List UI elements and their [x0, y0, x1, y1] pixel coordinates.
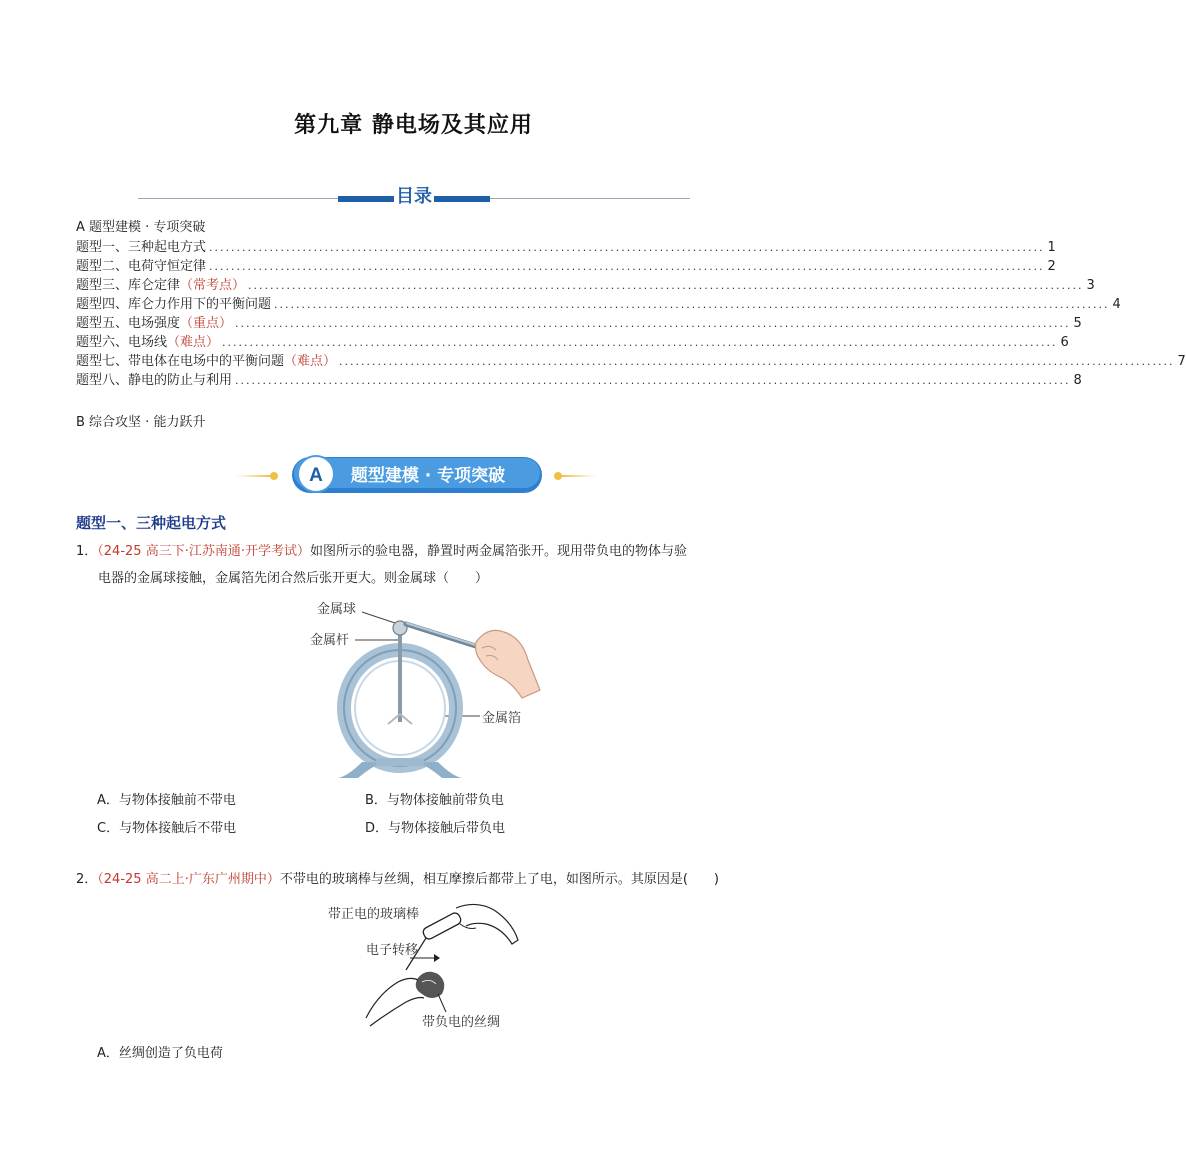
- toc-item[interactable]: 题型一、三种起电方式 ........................................................................................................................................................ 1: [76, 240, 1056, 255]
- banner-letter: A: [309, 465, 323, 486]
- option-d[interactable]: D．与物体接触后带负电: [365, 821, 506, 836]
- page-title: 第九章 静电场及其应用: [294, 113, 533, 138]
- option-b[interactable]: B．与物体接触前带负电: [365, 793, 504, 808]
- toc-section-a[interactable]: A 题型建模 · 专项突破: [76, 220, 206, 235]
- toc-item[interactable]: 题型六、电场线 （难点） ........................................................................................................................................................ 6: [76, 335, 1069, 350]
- option-a[interactable]: A．与物体接触前不带电: [97, 793, 236, 808]
- electroscope-figure: [300, 598, 550, 780]
- toc-item[interactable]: 题型五、电场强度 （重点） ........................................................................................................................................................ 5: [76, 316, 1082, 331]
- question-source: （24-25 高三下·江苏南通·开学考试）: [97, 544, 310, 559]
- section-banner: [236, 452, 596, 496]
- toc-item[interactable]: 题型七、带电体在电场中的平衡问题 （难点） ........................................................................................................................................................ 7: [76, 354, 1186, 369]
- label-metal-foil: 金属箔: [482, 711, 522, 726]
- question-number: 1．: [76, 544, 98, 559]
- toc-item[interactable]: 题型三、库仑定律 （常考点） ........................................................................................................................................................ 3: [76, 278, 1095, 293]
- label-metal-rod: 金属杆: [310, 633, 350, 648]
- toc-bar-right: [434, 196, 490, 202]
- toc-rule-right: [490, 198, 690, 199]
- question-text: 如图所示的验电器，静置时两金属箔张开。现用带负电的物体与验: [309, 544, 687, 559]
- label-glass-rod: 带正电的玻璃棒: [328, 907, 420, 922]
- section-heading: 题型一、三种起电方式: [76, 514, 227, 532]
- label-silk: 带负电的丝绸: [422, 1015, 501, 1030]
- toc-header: [138, 182, 690, 210]
- question-2: [76, 866, 766, 893]
- banner-text: 题型建模 · 专项突破: [350, 466, 506, 486]
- question-text-line2: 电器的金属球接触，金属箔先闭合然后张开更大。则金属球（ ）: [98, 571, 489, 586]
- toc-item[interactable]: 题型八、静电的防止与利用 ........................................................................................................................................................ 8: [76, 373, 1082, 388]
- toc-rule-left: [138, 198, 338, 199]
- toc-label: 目录: [396, 186, 432, 207]
- label-metal-ball: 金属球: [317, 602, 357, 617]
- toc-item[interactable]: 题型二、电荷守恒定律 ........................................................................................................................................................ 2: [76, 259, 1056, 274]
- friction-figure: [326, 898, 526, 1034]
- toc-section-b[interactable]: B 综合攻坚 · 能力跃升: [76, 415, 206, 430]
- option-a[interactable]: A．丝绸创造了负电荷: [97, 1046, 223, 1061]
- option-c[interactable]: C．与物体接触后不带电: [97, 821, 237, 836]
- question-1: [76, 538, 766, 592]
- question-text: 不带电的玻璃棒与丝绸，相互摩擦后都带上了电，如图所示。其原因是( ): [279, 872, 719, 887]
- label-electron-transfer: 电子转移: [366, 943, 419, 958]
- toc-item[interactable]: 题型四、库仑力作用下的平衡问题 ........................................................................................................................................................ 4: [76, 297, 1121, 312]
- question-number: 2．: [76, 872, 98, 887]
- question-source: （24-25 高二上·广东广州期中）: [97, 872, 280, 887]
